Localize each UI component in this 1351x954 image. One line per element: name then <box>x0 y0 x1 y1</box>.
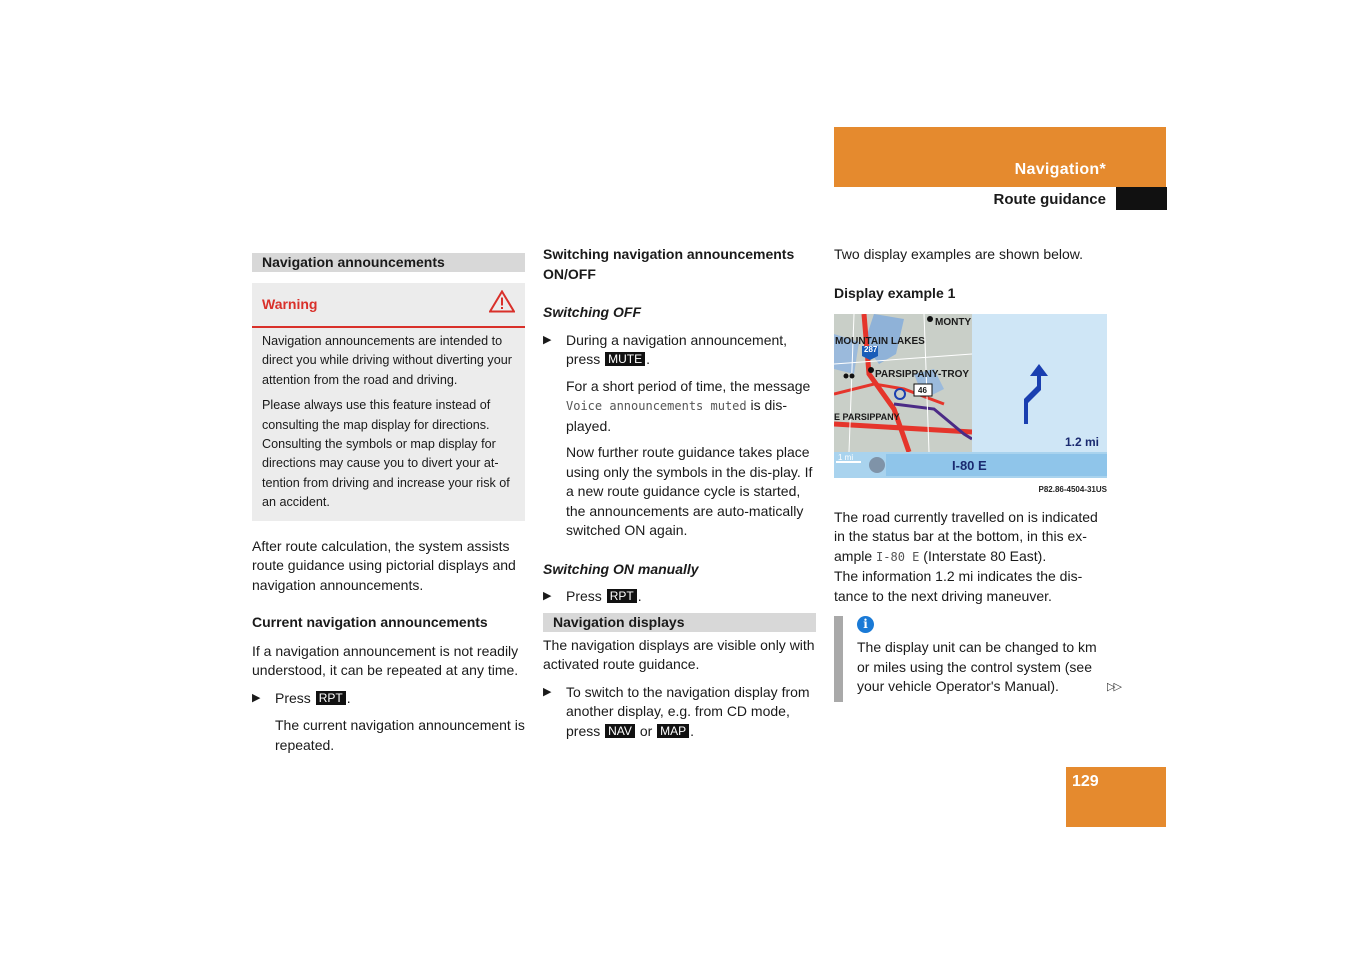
warning-text <box>252 328 525 513</box>
info-bar <box>834 616 843 702</box>
distance-readout: 1.2 mi <box>1065 435 1100 449</box>
info-icon: i <box>857 616 874 633</box>
map-label-mountain-lakes: MOUNTAIN LAKES <box>835 336 925 347</box>
bullet-arrow-icon: ▶ <box>543 590 552 602</box>
switching-on-head: Switching ON manually <box>543 560 699 577</box>
rpt-key: RPT <box>316 691 346 705</box>
info-text: The display unit can be changed to km or miles using the control system (see your vehicle Operator's Manual). <box>857 639 1097 694</box>
warning-para-1: Navigation announcements are intended to direct you while driving without diverting your attention from the road and driving. <box>262 334 512 387</box>
bullet-arrow-icon: ▶ <box>543 685 552 698</box>
section-title-displays: Navigation displays <box>543 613 816 632</box>
mute-message: For a short period of time, the message Voice announcements muted is dis-played. <box>566 377 811 434</box>
current-road-readout: I-80 E <box>952 458 987 473</box>
scale-readout: 1 mi <box>838 453 854 462</box>
section-title-announcements: Navigation announcements <box>252 253 525 272</box>
further-guidance-text: Now further route guidance takes place using only the symbols in the dis-play. If a new route guidance cycle is started, the announcements are auto-matically switched ON again. <box>566 444 813 538</box>
step-press-rpt: ▶ Press RPT . <box>252 689 525 709</box>
warning-para-2: Please always use this feature instead of consulting the map display for directions. Consulting the symbols or map display for directions may cause you to divert your at-tention from driving and increase your risk of an accident. <box>262 398 510 510</box>
examples-intro: Two display examples are shown below. <box>834 246 1084 262</box>
current-announcements-head: Current navigation announcements <box>252 614 488 631</box>
current-announcements-text: If a navigation announcement is not readily understood, it can be repeated at any time. <box>252 642 519 679</box>
mute-key: MUTE <box>605 352 645 366</box>
warning-title: Warning <box>262 295 318 312</box>
header-marker <box>1116 187 1167 210</box>
rpt-key: RPT <box>607 589 637 603</box>
map-shield-287: 287 <box>864 345 878 354</box>
continue-arrows-icon: ▷▷ <box>1107 681 1120 693</box>
column-1 <box>252 253 525 755</box>
road-code: I-80 E <box>876 549 920 564</box>
map-label-e-parsippany: E PARSIPPANY <box>834 412 900 422</box>
header-tab <box>834 127 1166 187</box>
distance-description: The information 1.2 mi indicates the dis-tance to the next driving maneuver. <box>834 568 1083 604</box>
column-3 <box>834 245 1107 702</box>
display-example-head: Display example 1 <box>834 284 956 301</box>
map-shield-46: 46 <box>918 386 927 395</box>
column-2 <box>543 245 816 741</box>
bullet-arrow-icon: ▶ <box>252 691 261 704</box>
mute-message-code: Voice announcements muted <box>566 399 747 413</box>
displays-text: The navigation displays are visible only with activated route guidance. <box>543 636 815 672</box>
warning-box <box>252 283 525 521</box>
map-key: MAP <box>657 724 689 738</box>
page-number: 129 <box>1072 773 1099 790</box>
map-label-monty: MONTY <box>935 317 972 328</box>
step-result: The current navigation announcement is repeated. <box>275 717 525 753</box>
warning-header <box>252 283 525 328</box>
switching-head: Switching navigation announcements ON/OFF <box>543 246 795 282</box>
chapter-title: Navigation* <box>1014 161 1106 178</box>
image-code: P82.86-4504-31US <box>1038 485 1107 494</box>
map-label-parsippany: PARSIPPANY-TROY <box>875 369 970 380</box>
warning-triangle-icon <box>489 290 515 319</box>
info-box <box>834 616 1107 702</box>
bullet-arrow-icon: ▶ <box>543 333 552 346</box>
page-number-tab <box>1066 767 1166 827</box>
road-description: The road currently travelled on is indicated in the status bar at the bottom, in this ex-ample I-80 E (Interstate 80 East). <box>834 508 1098 564</box>
step-press-mute: ▶ During a navigation announcement, press MUTE . <box>543 331 788 367</box>
intro-text: After route calculation, the system assists route guidance using pictorial displays and navigation announcements. <box>252 537 516 593</box>
nav-key: NAV <box>605 724 635 738</box>
step-press-nav-map: ▶ To switch to the navigation display from another display, e.g. from CD mode, press NAV or MAP . <box>543 683 810 739</box>
navigation-display-image <box>834 314 1107 478</box>
section-subtitle: Route guidance <box>993 191 1106 208</box>
step-press-rpt-on: ▶ Press RPT . <box>543 587 816 607</box>
switching-off-head: Switching OFF <box>543 304 641 320</box>
